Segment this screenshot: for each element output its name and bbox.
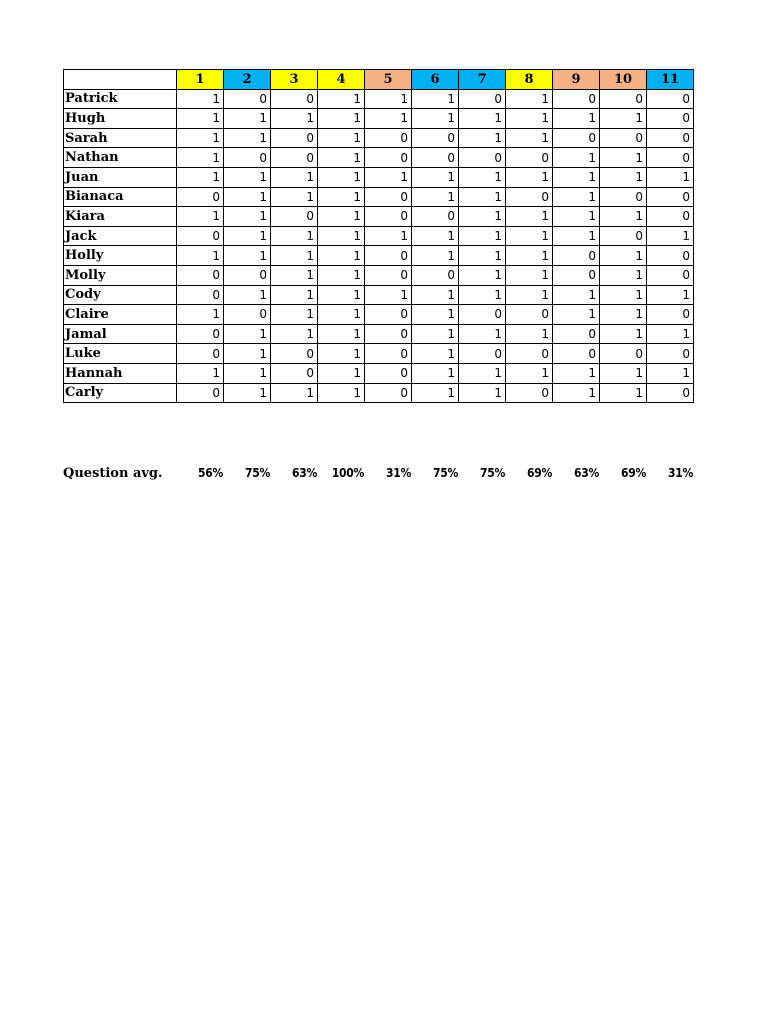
score-cell: 1 [553,148,600,168]
question-header: 8 [506,70,553,90]
corner-cell [64,70,177,90]
score-cell: 1 [647,167,694,187]
score-cell: 0 [647,109,694,129]
student-name: Holly [64,246,177,266]
score-cell: 1 [553,305,600,325]
score-cell: 0 [506,148,553,168]
table-row [64,109,694,129]
question-header: 3 [271,70,318,90]
score-cell: 1 [318,207,365,227]
score-cell: 1 [459,187,506,207]
score-cell: 1 [224,109,271,129]
score-cell: 0 [600,187,647,207]
score-cell: 0 [177,383,224,403]
score-cell: 1 [412,344,459,364]
table-row [64,363,694,383]
score-cell: 0 [365,305,412,325]
score-cell: 1 [459,324,506,344]
score-cell: 1 [271,383,318,403]
score-cell: 1 [271,226,318,246]
score-cell: 0 [647,265,694,285]
score-cell: 0 [271,128,318,148]
score-cell: 0 [177,265,224,285]
score-cell: 0 [459,305,506,325]
table-row [64,246,694,266]
question-average-value: 69% [527,466,552,480]
score-cell: 1 [553,226,600,246]
student-name: Bianaca [64,187,177,207]
score-cell: 1 [600,167,647,187]
score-cell: 1 [224,285,271,305]
score-cell: 0 [506,305,553,325]
student-name: Sarah [64,128,177,148]
score-table [63,69,694,403]
score-cell: 0 [600,89,647,109]
score-cell: 1 [224,226,271,246]
score-cell: 1 [412,324,459,344]
score-cell: 0 [224,89,271,109]
score-cell: 0 [647,305,694,325]
score-cell: 1 [600,324,647,344]
score-cell: 1 [318,324,365,344]
score-cell: 1 [412,187,459,207]
score-cell: 1 [412,363,459,383]
score-cell: 1 [271,109,318,129]
score-cell: 1 [318,187,365,207]
student-name: Nathan [64,148,177,168]
score-cell: 1 [177,109,224,129]
student-name: Jack [64,226,177,246]
score-cell: 0 [365,207,412,227]
score-cell: 1 [506,128,553,148]
student-name: Luke [64,344,177,364]
score-cell: 1 [318,89,365,109]
question-average-value: 31% [386,466,411,480]
score-cell: 0 [365,128,412,148]
header-row [64,70,694,90]
table-row [64,187,694,207]
score-cell: 0 [553,344,600,364]
table-row [64,324,694,344]
student-name: Jamal [64,324,177,344]
table-row [64,167,694,187]
table-row [64,305,694,325]
score-cell: 1 [224,383,271,403]
score-cell: 0 [600,344,647,364]
score-cell: 1 [553,285,600,305]
student-name: Carly [64,383,177,403]
score-cell: 1 [318,344,365,364]
score-cell: 1 [459,246,506,266]
score-cell: 1 [600,363,647,383]
score-cell: 1 [412,226,459,246]
score-cell: 1 [412,89,459,109]
score-cell: 1 [177,305,224,325]
table-row [64,89,694,109]
score-cell: 1 [412,305,459,325]
score-cell: 1 [318,363,365,383]
score-cell: 1 [365,167,412,187]
score-cell: 0 [177,344,224,364]
score-cell: 1 [271,265,318,285]
score-cell: 1 [600,207,647,227]
score-cell: 1 [318,305,365,325]
score-cell: 1 [271,167,318,187]
score-cell: 1 [600,109,647,129]
question-header: 7 [459,70,506,90]
score-cell: 0 [365,148,412,168]
score-cell: 0 [647,207,694,227]
score-cell: 0 [647,89,694,109]
student-name: Hannah [64,363,177,383]
score-cell: 1 [600,383,647,403]
score-cell: 1 [177,363,224,383]
score-cell: 1 [224,363,271,383]
question-average-value: 75% [433,466,458,480]
score-cell: 0 [600,226,647,246]
score-cell: 1 [553,167,600,187]
score-cell: 1 [553,109,600,129]
score-cell: 0 [412,148,459,168]
table-row [64,285,694,305]
score-cell: 1 [318,383,365,403]
score-cell: 0 [271,89,318,109]
student-name: Kiara [64,207,177,227]
score-cell: 1 [506,363,553,383]
student-name: Molly [64,265,177,285]
score-cell: 0 [506,187,553,207]
score-cell: 0 [553,324,600,344]
student-name: Patrick [64,89,177,109]
score-cell: 0 [365,363,412,383]
score-cell: 1 [177,89,224,109]
question-average-value: 100% [331,466,364,480]
score-cell: 1 [271,305,318,325]
score-cell: 1 [553,187,600,207]
score-cell: 0 [365,187,412,207]
score-cell: 0 [224,265,271,285]
student-name: Juan [64,167,177,187]
score-cell: 1 [553,363,600,383]
score-cell: 1 [318,128,365,148]
score-cell: 1 [412,383,459,403]
score-cell: 1 [224,324,271,344]
score-cell: 1 [553,383,600,403]
score-cell: 1 [600,285,647,305]
score-cell: 1 [459,265,506,285]
score-cell: 1 [412,109,459,129]
question-header: 9 [553,70,600,90]
score-cell: 0 [647,383,694,403]
score-cell: 1 [271,187,318,207]
score-cell: 1 [647,285,694,305]
score-cell: 0 [412,207,459,227]
score-cell: 1 [365,109,412,129]
question-average-value: 75% [245,466,270,480]
score-cell: 1 [224,344,271,364]
score-cell: 1 [224,187,271,207]
score-cell: 1 [459,167,506,187]
score-cell: 0 [459,89,506,109]
score-cell: 1 [506,324,553,344]
question-average-value: 75% [480,466,505,480]
score-cell: 1 [271,324,318,344]
score-cell: 0 [647,246,694,266]
score-cell: 1 [318,285,365,305]
question-header: 5 [365,70,412,90]
question-average-value: 69% [621,466,646,480]
score-cell: 1 [600,305,647,325]
score-cell: 1 [224,167,271,187]
score-cell: 1 [459,226,506,246]
score-cell: 0 [177,226,224,246]
score-cell: 0 [553,265,600,285]
question-average-label: Question avg. [63,465,163,481]
score-cell: 1 [459,383,506,403]
score-cell: 1 [506,265,553,285]
score-cell: 1 [177,128,224,148]
question-header: 11 [647,70,694,90]
score-cell: 0 [506,383,553,403]
score-cell: 1 [506,207,553,227]
score-cell: 1 [506,109,553,129]
question-header: 1 [177,70,224,90]
score-cell: 1 [459,109,506,129]
score-cell: 1 [506,89,553,109]
student-name: Hugh [64,109,177,129]
score-cell: 1 [318,109,365,129]
score-cell: 0 [412,265,459,285]
score-cell: 1 [318,148,365,168]
score-cell: 0 [271,363,318,383]
score-cell: 1 [224,207,271,227]
question-average-value: 56% [198,466,223,480]
question-average-value: 63% [292,466,317,480]
score-cell: 0 [553,89,600,109]
score-cell: 1 [506,246,553,266]
score-cell: 1 [459,285,506,305]
score-cell: 1 [506,285,553,305]
question-header: 4 [318,70,365,90]
score-cell: 1 [600,246,647,266]
score-cell: 1 [177,148,224,168]
score-cell: 0 [365,265,412,285]
score-cell: 0 [647,148,694,168]
table-row [64,226,694,246]
score-cell: 0 [271,207,318,227]
score-cell: 0 [365,246,412,266]
score-cell: 1 [365,226,412,246]
score-cell: 1 [177,246,224,266]
score-cell: 1 [647,363,694,383]
score-cell: 1 [600,265,647,285]
question-header: 10 [600,70,647,90]
score-cell: 1 [506,226,553,246]
question-average-value: 31% [668,466,693,480]
score-cell: 0 [224,148,271,168]
score-cell: 1 [177,207,224,227]
score-cell: 1 [177,167,224,187]
score-cell: 1 [459,363,506,383]
score-cell: 0 [506,344,553,364]
question-average-value: 63% [574,466,599,480]
table-body [64,89,694,403]
score-cell: 0 [365,324,412,344]
table-row [64,265,694,285]
score-cell: 0 [647,344,694,364]
table-row [64,383,694,403]
question-header: 2 [224,70,271,90]
score-cell: 0 [553,128,600,148]
score-cell: 1 [224,128,271,148]
score-cell: 1 [318,246,365,266]
score-cell: 1 [365,89,412,109]
score-cell: 1 [647,324,694,344]
score-cell: 1 [600,148,647,168]
score-cell: 0 [459,344,506,364]
score-cell: 1 [647,226,694,246]
score-cell: 0 [271,148,318,168]
score-cell: 0 [412,128,459,148]
score-cell: 1 [271,285,318,305]
score-cell: 0 [553,246,600,266]
score-cell: 1 [224,246,271,266]
question-header: 6 [412,70,459,90]
table-row [64,128,694,148]
score-cell: 0 [365,344,412,364]
score-cell: 1 [459,128,506,148]
score-cell: 0 [177,187,224,207]
table-row [64,207,694,227]
score-cell: 0 [224,305,271,325]
question-average-row [63,463,693,483]
score-cell: 0 [459,148,506,168]
score-cell: 1 [318,265,365,285]
score-cell: 0 [600,128,647,148]
score-cell: 1 [459,207,506,227]
score-cell: 0 [647,128,694,148]
score-cell: 1 [412,167,459,187]
student-name: Claire [64,305,177,325]
score-cell: 1 [318,226,365,246]
score-cell: 1 [412,285,459,305]
score-cell: 1 [318,167,365,187]
score-cell: 1 [553,207,600,227]
score-cell: 0 [177,285,224,305]
score-cell: 1 [506,167,553,187]
table-row [64,148,694,168]
score-cell: 0 [177,324,224,344]
score-cell: 0 [647,187,694,207]
student-name: Cody [64,285,177,305]
score-cell: 1 [271,246,318,266]
score-cell: 0 [365,383,412,403]
score-cell: 0 [271,344,318,364]
score-cell: 1 [365,285,412,305]
table-row [64,344,694,364]
score-cell: 1 [412,246,459,266]
